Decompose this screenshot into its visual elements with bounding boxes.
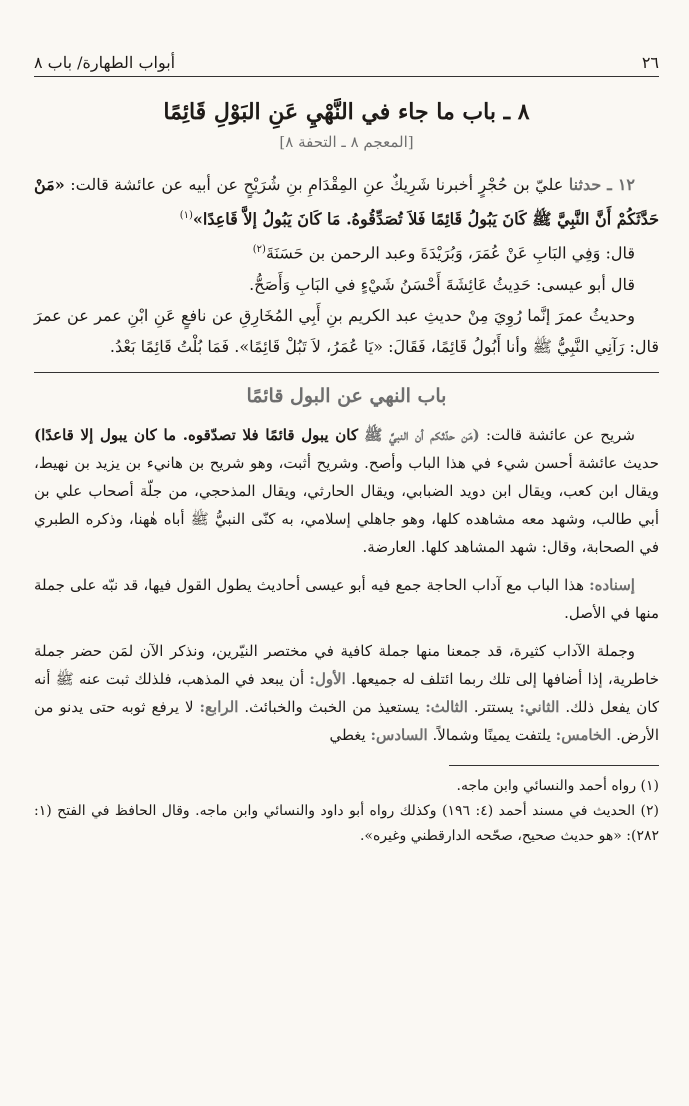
bab-note-paragraph [34, 234, 659, 268]
chapter-title [34, 99, 659, 125]
footnote-1: (١) رواه أحمد والنسائي وابن ماجه. [456, 777, 659, 794]
commentary-p1-start: شريح عن عائشة قالت: [485, 425, 635, 444]
running-head [34, 55, 659, 77]
bab-note-text: قال: وَفِي البَابِ عَنْ عُمَرَ، وَبُرَيْدَةَ وعبد الرحمن بن حَسَنَةَ [265, 243, 635, 263]
item-text-2: يستتر. [473, 697, 514, 716]
commentary-quote-a: (مَن حدّثكم أن النبيَّ ﷺ [364, 425, 480, 444]
commentary-p2-text: هذا الباب مع آداب الحاجة جمع فيه أبو عيسى أحاديث يطول القول فيها، قد نبّه على جملة منها في الأصل. [34, 575, 659, 622]
item-text-3: يستعيذ من الخبث والخبائث. [244, 697, 420, 716]
footnote-2: (٢) الحديث في مسند أحمد (٤: ١٩٦) وكذلك رواه أبو داود والنسائي وابن ماجه. وقال الحافظ في الفتح (١: ٢٨٢): «هو حديث صحيح، صحّحه الدارقطني وغيره». [34, 802, 659, 844]
item-text-6: يغطي [329, 725, 366, 744]
commentary-title: باب النهي عن البول قائمًا [246, 384, 447, 407]
section-divider [34, 372, 659, 373]
item-label-4: الرابع: [199, 697, 239, 716]
commentary-paragraph-3 [34, 637, 659, 749]
book-page [34, 55, 659, 849]
chapter-title-text: ما جاء في النَّهْيِ عَنِ البَوْلِ قَائِمًا [163, 99, 455, 125]
hadith-paragraph [34, 169, 659, 234]
item-label-2: الثاني: [519, 697, 560, 716]
abu-isa-paragraph: قال أبو عيسى: حَدِيثُ عَائِشَةَ أَحْسَنُ شَيْءٍ في البَابِ وَأَصَحُّ. [249, 274, 635, 294]
umar-hadith-paragraph: وحديثُ عمرَ إنَّما رُوِيَ مِنْ حديثِ عبد الكريم بنِ أَبِي المُخَارِقِ عن نافعٍ عَنِ ابْنِ عمر عن عمرَ قال: رَآنِي النَّبِيُّ ﷺ وأنا أَبُولُ قَائِمًا، فَقَالَ: «يَا عُمَرُ، لاَ تَبُلْ قَائِمًا». فَمَا بُلْتُ قَائِمًا بَعْدُ. [34, 305, 659, 356]
footnote-marker-1: (١) [179, 210, 193, 221]
commentary-quote-b: كان يبول قائمًا فلا تصدّقوه. ما كان يبول إلا قاعدًا) [34, 425, 358, 444]
chapter-reference: [المعجم ٨ ـ التحفة ٨] [279, 133, 414, 151]
chapter-number: ٨ ـ باب [462, 99, 530, 125]
item-text-5: يلتفت يمينًا وشمالاً. [432, 725, 551, 744]
commentary-paragraph-2 [34, 571, 659, 627]
item-label-1: الأول: [309, 669, 346, 688]
page-number: ٢٦ [641, 53, 659, 72]
footnotes [34, 774, 659, 849]
isnad-label: إسناده: [589, 575, 635, 594]
item-text-4: لا يرفع ثوبه حتى يدنو من الأرض. [34, 697, 659, 744]
footnote-divider [449, 765, 659, 766]
item-label-5: الخامس: [555, 725, 612, 744]
spacer [34, 561, 659, 571]
spacer [34, 627, 659, 637]
commentary-section [34, 385, 659, 749]
hadith-isnad: عليّ بن حُجْرٍ أخبرنا شَرِيكٌ عنِ المِقْدَامِ بنِ شُرَيْحٍ عن أبيه عن عائشة قالت: [70, 175, 564, 194]
hadith-lead: ١٢ ـ حدثنا [568, 175, 635, 194]
commentary-p3-text: وجملة الآداب كثيرة، قد جمعنا منها جملة كافية في مختصر النيّرين، ونذكر الآن لمَن حضر جملة خاطرية، إذا أضافها إلى تلك ربما ائتلف له جميعها. [34, 641, 659, 688]
commentary-paragraph-1 [34, 421, 659, 561]
hadith-matn: «مَنْ حَدَّثَكُمْ أَنَّ النَّبِيَّ ﷺ كَانَ يَبُولُ قَائِمًا فَلاَ تُصَدِّقُوهُ. مَا كَانَ يَبُولُ إلاَّ قَاعِدًا» [34, 175, 659, 229]
item-text-1: أن يبعد في المذهب، فلذلك ثبت عنه ﷺ أنه كان يفعل ذلك. [34, 669, 659, 716]
item-label-3: الثالث: [425, 697, 468, 716]
running-title: أبواب الطهارة/ باب ٨ [34, 53, 176, 72]
commentary-p1-rest: حديث عائشة أحسن شيء في هذا الباب وأصح. وشريح أثبت، وهو شريح بن هانيء بن يزيد بن نهيط، ويقال ابن كعب، ويقال ابن دويد الضبابي، ويقال الحارثي، ويقال المذحجي، من جلّة أصحاب علي بن أبي طالب، وشهد معه مشاهده كلها، وهو جاهلي إسلامي، به كنّى النبيُّ ﷺ أباه هٰهنا، وذكره الطبري في الصحابة، وقال: شهد المشاهد كلها. العارضة. [34, 453, 659, 556]
footnote-marker-2: (٢) [252, 244, 266, 256]
item-label-6: السادس: [370, 725, 428, 744]
